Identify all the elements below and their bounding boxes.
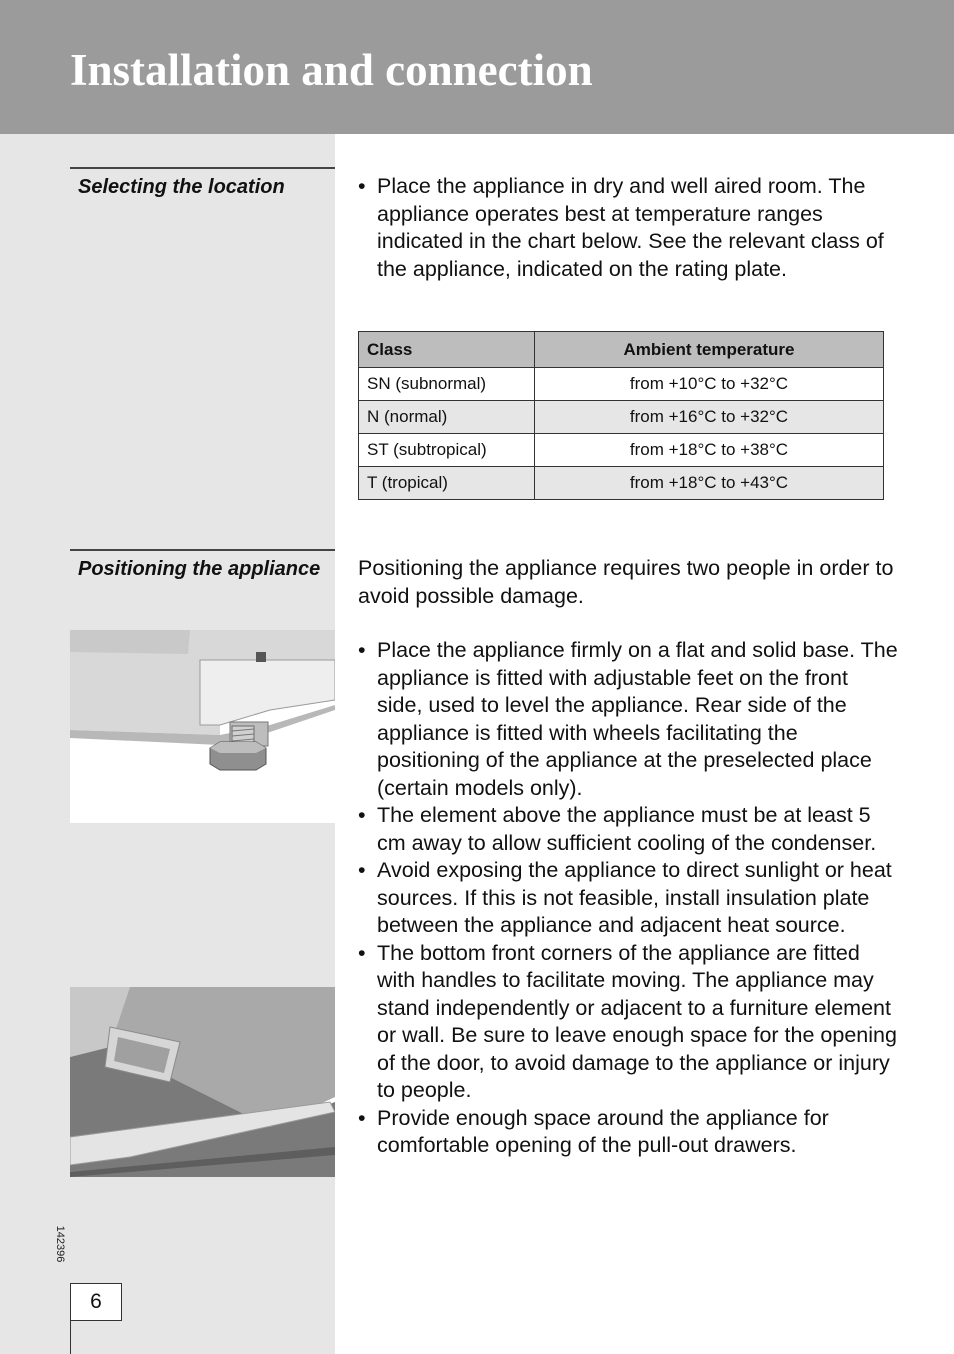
list-item: • Avoid exposing the appliance to direct sunlight or heat sources. If this is not feasible, install insulation plate between the appliance and adjacent heat source.: [358, 857, 898, 940]
table-row: [359, 467, 884, 500]
document-code: 142396: [54, 1225, 66, 1263]
class-cell: T (tropical): [359, 467, 535, 500]
positioning-intro: Positioning the appliance requires two people in order to avoid possible damage.: [358, 556, 894, 608]
header-band: [0, 0, 954, 134]
list-item: • Place the appliance in dry and well aired room. The appliance operates best at temperature ranges indicated in the chart below. See the relevant class of the appliance, indicated on the rating plate.: [358, 173, 898, 283]
page-number-rule: [70, 1321, 71, 1354]
section-heading-positioning: Positioning the appliance: [78, 558, 321, 580]
temperature-cell: from +16°C to +32°C: [535, 401, 884, 434]
class-cell: SN (subnormal): [359, 368, 535, 401]
page-title: Installation and connection: [70, 45, 593, 95]
climate-class-table: [358, 331, 884, 500]
list-item: • The bottom front corners of the appliance are fitted with handles to facilitate moving. The appliance may stand independently or adjacent to a furniture element or wall. Be sure to leave enough space for the opening of the door, to avoid damage to the appliance or injury to people.: [358, 940, 898, 1105]
handle-illustration: [70, 987, 335, 1177]
table-row: [359, 434, 884, 467]
table-header-row: [359, 332, 884, 368]
class-cell: N (normal): [359, 401, 535, 434]
table-row: [359, 401, 884, 434]
location-bullet-list: [358, 173, 898, 283]
list-item: • The element above the appliance must be at least 5 cm away to allow sufficient cooling of the condenser.: [358, 802, 898, 857]
temperature-cell: from +10°C to +32°C: [535, 368, 884, 401]
adjustable-foot-illustration: [70, 630, 335, 823]
section-divider: [70, 549, 335, 551]
section-heading-location: Selecting the location: [78, 176, 285, 198]
location-text: [358, 173, 898, 283]
list-item: • Place the appliance firmly on a flat and solid base. The appliance is fitted with adjustable feet on the front side, used to level the appliance. Rear side of the appliance is fitted with wheels facilitating the positioning of the appliance at the preselected place (certain models only).: [358, 637, 898, 802]
section-divider: [70, 167, 335, 169]
class-cell: ST (subtropical): [359, 434, 535, 467]
page-number: 6: [70, 1283, 122, 1321]
positioning-bullet-list: [358, 637, 898, 1160]
temperature-cell: from +18°C to +43°C: [535, 467, 884, 500]
column-header-temperature: Ambient temperature: [535, 332, 884, 368]
adjustable-foot-drawing: [70, 630, 335, 823]
temperature-cell: from +18°C to +38°C: [535, 434, 884, 467]
list-item: • Provide enough space around the appliance for comfortable opening of the pull-out drawers.: [358, 1105, 898, 1160]
positioning-text: [358, 555, 898, 1160]
column-header-class: Class: [359, 332, 535, 368]
table-row: [359, 368, 884, 401]
handle-drawing: [70, 987, 335, 1177]
